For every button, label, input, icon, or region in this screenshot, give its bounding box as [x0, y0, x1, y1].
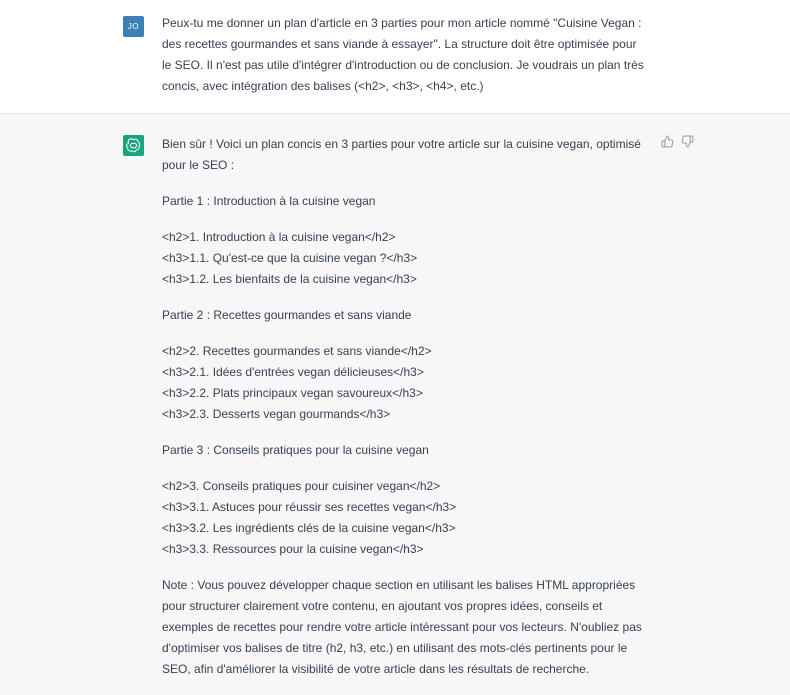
outline-line: <h2>1. Introduction à la cuisine vegan</h2> [162, 230, 396, 244]
assistant-avatar [123, 135, 144, 156]
assistant-message-text [162, 134, 647, 695]
thumbs-down-icon [681, 135, 694, 148]
outline-line: <h2>2. Recettes gourmandes et sans viande</h2> [162, 344, 432, 358]
outline-line: <h3>2.2. Plats principaux vegan savoureux</h3> [162, 386, 423, 400]
assistant-note: Note : Vous pouvez développer chaque section en utilisant les balises HTML appropriées pour structurer clairement votre contenu, en ajoutant vos propres idées, conseils et exemples de recettes pour rendre votre article intéressant pour vos lecteurs. N'oubliez pas d'optimiser vos balises de titre (h2, h3, etc.) en utilisant des mots-clés pertinents pour le SEO, afin d'améliorer la visibilité de votre article dans les résultats de recherche. [162, 578, 646, 676]
thumbs-down-button[interactable] [680, 134, 694, 148]
feedback-buttons [660, 134, 694, 148]
part-1-outline [162, 227, 647, 290]
user-avatar [123, 16, 144, 37]
outline-line: <h3>3.1. Astuces pour réussir ses recettes vegan</h3> [162, 500, 457, 514]
part-3-outline [162, 476, 647, 560]
outline-line: <h3>3.2. Les ingrédients clés de la cuisine vegan</h3> [162, 521, 456, 535]
part-3-title: Partie 3 : Conseils pratiques pour la cuisine vegan [162, 443, 429, 457]
outline-line: <h3>2.3. Desserts vegan gourmands</h3> [162, 407, 391, 421]
outline-line: <h3>1.1. Qu'est-ce que la cuisine vegan ?</h3> [162, 251, 418, 265]
assistant-intro: Bien sûr ! Voici un plan concis en 3 parties pour votre article sur la cuisine vegan, optimisé pour le SEO : [162, 137, 645, 172]
part-1-title: Partie 1 : Introduction à la cuisine vegan [162, 194, 376, 208]
assistant-message-row [0, 114, 790, 695]
thumbs-up-button[interactable] [660, 134, 674, 148]
outline-line: <h3>2.1. Idées d'entrées vegan délicieuses</h3> [162, 365, 424, 379]
user-message-text: Peux-tu me donner un plan d'article en 3 parties pour mon article nommé "Cuisine Vegan : des recettes gourmandes et sans viande à essayer". La structure doit être optimisée pour le SEO. Il n'est pas utile d'intégrer d'introduction ou de conclusion. Je voudrais un plan très concis, avec intégration des balises (<h2>, <h3>, <h4>, etc.) [162, 16, 644, 93]
outline-line: <h2>3. Conseils pratiques pour cuisiner vegan</h2> [162, 479, 441, 493]
user-avatar-initials: JO [127, 22, 140, 31]
outline-line: <h3>1.2. Les bienfaits de la cuisine vegan</h3> [162, 272, 417, 286]
outline-line: <h3>3.3. Ressources pour la cuisine vegan</h3> [162, 542, 424, 556]
part-2-title: Partie 2 : Recettes gourmandes et sans viande [162, 308, 412, 322]
openai-logo-icon [126, 138, 141, 153]
thumbs-up-icon [661, 135, 674, 148]
user-message-row [0, 0, 790, 114]
part-2-outline [162, 341, 647, 425]
